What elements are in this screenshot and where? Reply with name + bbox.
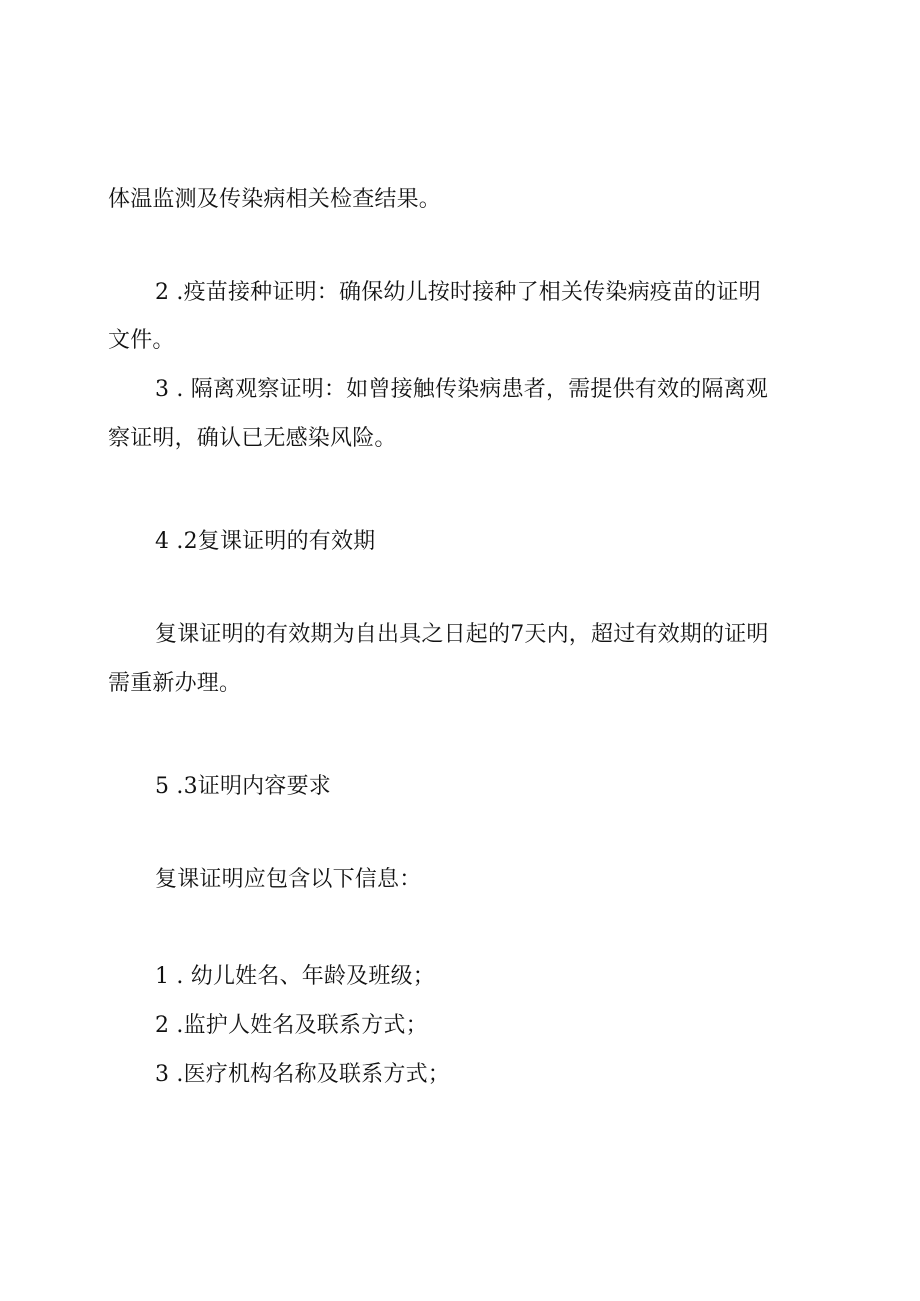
paragraph-line: 复课证明应包含以下信息： [155,867,422,892]
list-item: 2 .监护人姓名及联系方式； [155,1013,428,1038]
paragraph-line: 体温监测及传染病相关检查结果。 [108,187,442,212]
paragraph-line: 需重新办理。 [108,671,242,696]
section-heading-content: 5 .3证明内容要求 [155,774,331,799]
list-item: 3 .医疗机构名称及联系方式； [155,1062,450,1087]
paragraph-line: 察证明，确认已无感染风险。 [108,426,397,451]
section-heading-validity: 4 .2复课证明的有效期 [155,529,376,554]
list-item: 1 . 幼儿姓名、年龄及班级； [155,964,435,989]
paragraph-line: 复课证明的有效期为自出具之日起的7天内，超过有效期的证明 [155,622,769,647]
paragraph-line: 文件。 [108,328,175,353]
list-item-vaccination: 2 .疫苗接种证明：确保幼儿按时接种了相关传染病疫苗的证明 [155,280,761,305]
list-item-isolation: 3 . 隔离观察证明：如曾接触传染病患者，需提供有效的隔离观 [155,377,768,402]
